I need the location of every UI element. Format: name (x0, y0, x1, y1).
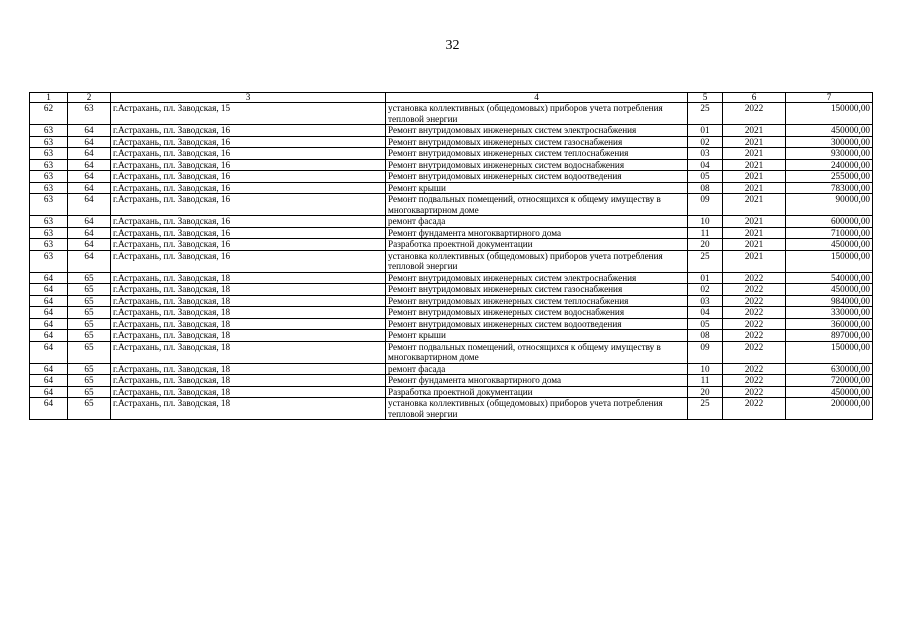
year-cell: 2022 (723, 363, 786, 375)
work-code-cell: 25 (688, 398, 723, 420)
year-cell: 2022 (723, 375, 786, 387)
work-code-cell: 04 (688, 307, 723, 319)
work-type-cell: Ремонт внутридомовых инженерных систем водоотведения (386, 171, 688, 183)
row-index-cell: 64 (30, 341, 68, 363)
work-type-cell: Ремонт внутридомовых инженерных систем электроснабжения (386, 272, 688, 284)
address-cell: г.Астрахань, пл. Заводская, 18 (111, 307, 386, 319)
address-cell: г.Астрахань, пл. Заводская, 18 (111, 341, 386, 363)
row-index-cell: 64 (30, 398, 68, 420)
address-cell: г.Астрахань, пл. Заводская, 18 (111, 330, 386, 342)
house-number-cell: 65 (68, 272, 111, 284)
work-code-cell: 09 (688, 341, 723, 363)
table-row (30, 239, 873, 251)
work-type-cell: Ремонт внутридомовых инженерных систем теплоснабжения (386, 295, 688, 307)
house-number-cell: 64 (68, 159, 111, 171)
year-cell: 2021 (723, 148, 786, 160)
house-number-cell: 64 (68, 194, 111, 216)
column-header: 4 (386, 93, 688, 103)
cost-cell: 897000,00 (786, 330, 873, 342)
row-index-cell: 64 (30, 307, 68, 319)
row-index-cell: 64 (30, 375, 68, 387)
house-number-cell: 65 (68, 363, 111, 375)
year-cell: 2021 (723, 194, 786, 216)
house-number-cell: 65 (68, 318, 111, 330)
column-header: 7 (786, 93, 873, 103)
row-index-cell: 63 (30, 182, 68, 194)
work-code-cell: 11 (688, 227, 723, 239)
work-type-cell: ремонт фасада (386, 216, 688, 228)
house-number-cell: 65 (68, 375, 111, 387)
cost-cell: 300000,00 (786, 136, 873, 148)
address-cell: г.Астрахань, пл. Заводская, 16 (111, 182, 386, 194)
cost-cell: 360000,00 (786, 318, 873, 330)
year-cell: 2022 (723, 295, 786, 307)
table-row (30, 398, 873, 420)
work-type-cell: Ремонт внутридомовых инженерных систем водоснабжения (386, 159, 688, 171)
house-number-cell: 65 (68, 341, 111, 363)
cost-cell: 540000,00 (786, 272, 873, 284)
table-row (30, 194, 873, 216)
address-cell: г.Астрахань, пл. Заводская, 16 (111, 227, 386, 239)
row-index-cell: 63 (30, 136, 68, 148)
work-code-cell: 01 (688, 125, 723, 137)
row-index-cell: 63 (30, 159, 68, 171)
work-type-cell: установка коллективных (общедомовых) приборов учета потребления тепловой энергии (386, 398, 688, 420)
work-code-cell: 02 (688, 284, 723, 296)
year-cell: 2022 (723, 307, 786, 319)
work-type-cell: Ремонт подвальных помещений, относящихся к общему имуществу в многоквартирном доме (386, 194, 688, 216)
address-cell: г.Астрахань, пл. Заводская, 18 (111, 295, 386, 307)
table-row (30, 136, 873, 148)
year-cell: 2022 (723, 398, 786, 420)
work-type-cell: Ремонт фундамента многоквартирного дома (386, 227, 688, 239)
row-index-cell: 63 (30, 227, 68, 239)
year-cell: 2021 (723, 171, 786, 183)
work-code-cell: 25 (688, 250, 723, 272)
table-row (30, 159, 873, 171)
address-cell: г.Астрахань, пл. Заводская, 16 (111, 125, 386, 137)
year-cell: 2021 (723, 159, 786, 171)
cost-cell: 720000,00 (786, 375, 873, 387)
cost-cell: 710000,00 (786, 227, 873, 239)
cost-cell: 450000,00 (786, 239, 873, 251)
row-index-cell: 64 (30, 284, 68, 296)
row-index-cell: 63 (30, 239, 68, 251)
address-cell: г.Астрахань, пл. Заводская, 18 (111, 398, 386, 420)
house-number-cell: 63 (68, 103, 111, 125)
table-row (30, 284, 873, 296)
table-row (30, 272, 873, 284)
row-index-cell: 64 (30, 318, 68, 330)
work-code-cell: 04 (688, 159, 723, 171)
work-code-cell: 08 (688, 182, 723, 194)
cost-cell: 200000,00 (786, 398, 873, 420)
work-code-cell: 03 (688, 295, 723, 307)
house-number-cell: 64 (68, 136, 111, 148)
work-type-cell: Ремонт внутридомовых инженерных систем теплоснабжения (386, 148, 688, 160)
work-code-cell: 25 (688, 103, 723, 125)
work-code-cell: 11 (688, 375, 723, 387)
house-number-cell: 64 (68, 239, 111, 251)
house-number-cell: 64 (68, 125, 111, 137)
work-type-cell: Ремонт внутридомовых инженерных систем электроснабжения (386, 125, 688, 137)
table-row (30, 363, 873, 375)
row-index-cell: 63 (30, 125, 68, 137)
address-cell: г.Астрахань, пл. Заводская, 18 (111, 318, 386, 330)
work-type-cell: Ремонт подвальных помещений, относящихся к общему имуществу в многоквартирном доме (386, 341, 688, 363)
house-number-cell: 65 (68, 398, 111, 420)
year-cell: 2022 (723, 318, 786, 330)
row-index-cell: 64 (30, 272, 68, 284)
table-row (30, 330, 873, 342)
row-index-cell: 63 (30, 171, 68, 183)
address-cell: г.Астрахань, пл. Заводская, 16 (111, 136, 386, 148)
cost-cell: 255000,00 (786, 171, 873, 183)
cost-cell: 930000,00 (786, 148, 873, 160)
house-number-cell: 64 (68, 148, 111, 160)
house-number-cell: 65 (68, 386, 111, 398)
column-header: 6 (723, 93, 786, 103)
work-code-cell: 05 (688, 318, 723, 330)
work-type-cell: Ремонт крыши (386, 182, 688, 194)
cost-cell: 450000,00 (786, 386, 873, 398)
year-cell: 2021 (723, 182, 786, 194)
cost-cell: 450000,00 (786, 125, 873, 137)
work-code-cell: 10 (688, 363, 723, 375)
table-row (30, 375, 873, 387)
work-code-cell: 02 (688, 136, 723, 148)
cost-cell: 600000,00 (786, 216, 873, 228)
table-row (30, 227, 873, 239)
year-cell: 2021 (723, 239, 786, 251)
address-cell: г.Астрахань, пл. Заводская, 16 (111, 159, 386, 171)
cost-cell: 783000,00 (786, 182, 873, 194)
column-header: 1 (30, 93, 68, 103)
year-cell: 2022 (723, 284, 786, 296)
work-type-cell: установка коллективных (общедомовых) приборов учета потребления тепловой энергии (386, 103, 688, 125)
house-number-cell: 64 (68, 182, 111, 194)
year-cell: 2022 (723, 341, 786, 363)
row-index-cell: 64 (30, 363, 68, 375)
work-type-cell: Ремонт внутридомовых инженерных систем водоотведения (386, 318, 688, 330)
house-number-cell: 65 (68, 284, 111, 296)
work-code-cell: 05 (688, 171, 723, 183)
year-cell: 2021 (723, 216, 786, 228)
year-cell: 2021 (723, 136, 786, 148)
work-code-cell: 10 (688, 216, 723, 228)
house-number-cell: 64 (68, 171, 111, 183)
cost-cell: 150000,00 (786, 103, 873, 125)
cost-cell: 630000,00 (786, 363, 873, 375)
row-index-cell: 63 (30, 250, 68, 272)
column-header: 2 (68, 93, 111, 103)
work-type-cell: Разработка проектной документации (386, 386, 688, 398)
year-cell: 2021 (723, 227, 786, 239)
house-number-cell: 64 (68, 216, 111, 228)
cost-cell: 240000,00 (786, 159, 873, 171)
address-cell: г.Астрахань, пл. Заводская, 18 (111, 284, 386, 296)
address-cell: г.Астрахань, пл. Заводская, 18 (111, 272, 386, 284)
year-cell: 2022 (723, 272, 786, 284)
address-cell: г.Астрахань, пл. Заводская, 16 (111, 148, 386, 160)
address-cell: г.Астрахань, пл. Заводская, 16 (111, 216, 386, 228)
table-row (30, 341, 873, 363)
table-row (30, 103, 873, 125)
cost-cell: 150000,00 (786, 341, 873, 363)
repair-schedule-table (29, 92, 873, 420)
work-code-cell: 08 (688, 330, 723, 342)
year-cell: 2022 (723, 386, 786, 398)
house-number-cell: 64 (68, 250, 111, 272)
row-index-cell: 62 (30, 103, 68, 125)
house-number-cell: 64 (68, 227, 111, 239)
year-cell: 2022 (723, 103, 786, 125)
cost-cell: 984000,00 (786, 295, 873, 307)
cost-cell: 330000,00 (786, 307, 873, 319)
table-row (30, 250, 873, 272)
cost-cell: 150000,00 (786, 250, 873, 272)
table-row (30, 182, 873, 194)
work-type-cell: Ремонт фундамента многоквартирного дома (386, 375, 688, 387)
row-index-cell: 63 (30, 216, 68, 228)
row-index-cell: 64 (30, 330, 68, 342)
address-cell: г.Астрахань, пл. Заводская, 18 (111, 363, 386, 375)
address-cell: г.Астрахань, пл. Заводская, 18 (111, 375, 386, 387)
address-cell: г.Астрахань, пл. Заводская, 15 (111, 103, 386, 125)
page-number: 32 (445, 38, 460, 53)
work-code-cell: 09 (688, 194, 723, 216)
column-header: 5 (688, 93, 723, 103)
house-number-cell: 65 (68, 295, 111, 307)
table-row (30, 295, 873, 307)
column-header: 3 (111, 93, 386, 103)
work-code-cell: 20 (688, 386, 723, 398)
table-row (30, 148, 873, 160)
cost-cell: 90000,00 (786, 194, 873, 216)
work-type-cell: Ремонт внутридомовых инженерных систем водоснабжения (386, 307, 688, 319)
work-code-cell: 03 (688, 148, 723, 160)
table-row (30, 171, 873, 183)
work-code-cell: 01 (688, 272, 723, 284)
address-cell: г.Астрахань, пл. Заводская, 16 (111, 250, 386, 272)
house-number-cell: 65 (68, 307, 111, 319)
row-index-cell: 63 (30, 148, 68, 160)
table-row (30, 386, 873, 398)
table-row (30, 307, 873, 319)
work-code-cell: 20 (688, 239, 723, 251)
address-cell: г.Астрахань, пл. Заводская, 18 (111, 386, 386, 398)
house-number-cell: 65 (68, 330, 111, 342)
work-type-cell: установка коллективных (общедомовых) приборов учета потребления тепловой энергии (386, 250, 688, 272)
year-cell: 2021 (723, 125, 786, 137)
table-row (30, 216, 873, 228)
year-cell: 2022 (723, 330, 786, 342)
table-row (30, 318, 873, 330)
table-row (30, 125, 873, 137)
row-index-cell: 64 (30, 295, 68, 307)
year-cell: 2021 (723, 250, 786, 272)
work-type-cell: ремонт фасада (386, 363, 688, 375)
address-cell: г.Астрахань, пл. Заводская, 16 (111, 194, 386, 216)
address-cell: г.Астрахань, пл. Заводская, 16 (111, 239, 386, 251)
work-type-cell: Ремонт крыши (386, 330, 688, 342)
work-type-cell: Ремонт внутридомовых инженерных систем газоснабжения (386, 136, 688, 148)
column-number-row (30, 93, 873, 103)
row-index-cell: 63 (30, 194, 68, 216)
address-cell: г.Астрахань, пл. Заводская, 16 (111, 171, 386, 183)
cost-cell: 450000,00 (786, 284, 873, 296)
row-index-cell: 64 (30, 386, 68, 398)
work-type-cell: Ремонт внутридомовых инженерных систем газоснабжения (386, 284, 688, 296)
work-type-cell: Разработка проектной документации (386, 239, 688, 251)
